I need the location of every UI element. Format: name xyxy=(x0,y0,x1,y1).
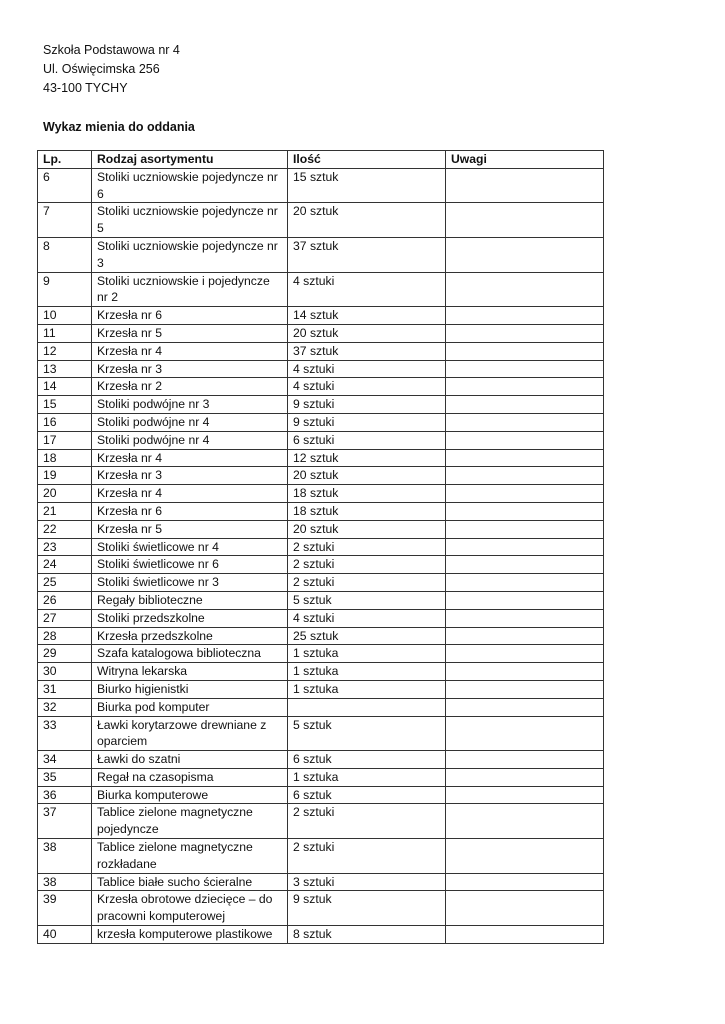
cell-quantity: 1 sztuka xyxy=(288,768,446,786)
cell-item-type: Krzesła przedszkolne xyxy=(92,627,288,645)
cell-quantity: 2 sztuki xyxy=(288,839,446,874)
table-row xyxy=(38,307,604,325)
cell-remarks xyxy=(446,378,604,396)
cell-item-type: Krzesła nr 3 xyxy=(92,467,288,485)
cell-quantity: 20 sztuk xyxy=(288,467,446,485)
cell-lp: 20 xyxy=(38,485,92,503)
cell-quantity: 15 sztuk xyxy=(288,168,446,203)
cell-item-type: Krzesła nr 3 xyxy=(92,360,288,378)
cell-remarks xyxy=(446,786,604,804)
cell-remarks xyxy=(446,449,604,467)
cell-item-type: Stoliki uczniowskie pojedyncze nr 3 xyxy=(92,237,288,272)
cell-lp: 32 xyxy=(38,698,92,716)
cell-remarks xyxy=(446,716,604,751)
cell-item-type: Ławki do szatni xyxy=(92,751,288,769)
cell-item-type: Stoliki podwójne nr 4 xyxy=(92,413,288,431)
cell-quantity: 9 sztuk xyxy=(288,891,446,926)
cell-quantity: 37 sztuk xyxy=(288,237,446,272)
cell-quantity: 1 sztuka xyxy=(288,645,446,663)
cell-lp: 25 xyxy=(38,574,92,592)
cell-remarks xyxy=(446,591,604,609)
table-row xyxy=(38,716,604,751)
cell-remarks xyxy=(446,520,604,538)
cell-item-type: Tablice zielone magnetyczne rozkładane xyxy=(92,839,288,874)
cell-lp: 30 xyxy=(38,663,92,681)
table-row xyxy=(38,342,604,360)
cell-lp: 16 xyxy=(38,413,92,431)
cell-quantity: 4 sztuki xyxy=(288,272,446,307)
table-row xyxy=(38,591,604,609)
cell-remarks xyxy=(446,431,604,449)
cell-remarks xyxy=(446,574,604,592)
school-name: Szkoła Podstawowa nr 4 xyxy=(43,43,180,57)
table-row xyxy=(38,574,604,592)
cell-quantity: 20 sztuk xyxy=(288,324,446,342)
cell-lp: 21 xyxy=(38,502,92,520)
cell-remarks xyxy=(446,467,604,485)
cell-lp: 9 xyxy=(38,272,92,307)
table-row xyxy=(38,768,604,786)
cell-quantity: 6 sztuk xyxy=(288,751,446,769)
cell-lp: 34 xyxy=(38,751,92,769)
cell-quantity: 4 sztuki xyxy=(288,378,446,396)
cell-remarks xyxy=(446,342,604,360)
school-address xyxy=(43,41,180,98)
cell-remarks xyxy=(446,751,604,769)
cell-quantity: 5 sztuk xyxy=(288,716,446,751)
cell-item-type: Krzesła nr 4 xyxy=(92,449,288,467)
cell-lp: 28 xyxy=(38,627,92,645)
cell-quantity: 12 sztuk xyxy=(288,449,446,467)
cell-quantity: 1 sztuka xyxy=(288,663,446,681)
cell-quantity: 25 sztuk xyxy=(288,627,446,645)
school-street: Ul. Oświęcimska 256 xyxy=(43,62,160,76)
school-city: 43-100 TYCHY xyxy=(43,81,128,95)
cell-lp: 38 xyxy=(38,873,92,891)
cell-lp: 12 xyxy=(38,342,92,360)
table-row xyxy=(38,378,604,396)
cell-item-type: Biurka komputerowe xyxy=(92,786,288,804)
cell-item-type: Stoliki świetlicowe nr 6 xyxy=(92,556,288,574)
cell-item-type: Krzesła nr 2 xyxy=(92,378,288,396)
cell-item-type: Szafa katalogowa biblioteczna xyxy=(92,645,288,663)
cell-remarks xyxy=(446,396,604,414)
cell-item-type: Biurka pod komputer xyxy=(92,698,288,716)
cell-remarks xyxy=(446,485,604,503)
table-row xyxy=(38,360,604,378)
cell-remarks xyxy=(446,609,604,627)
table-header-row xyxy=(38,151,604,169)
cell-item-type: Regał na czasopisma xyxy=(92,768,288,786)
cell-remarks xyxy=(446,538,604,556)
cell-item-type: Stoliki uczniowskie pojedyncze nr 5 xyxy=(92,203,288,238)
table-row xyxy=(38,449,604,467)
table-row xyxy=(38,485,604,503)
cell-lp: 18 xyxy=(38,449,92,467)
cell-quantity: 20 sztuk xyxy=(288,203,446,238)
cell-lp: 15 xyxy=(38,396,92,414)
header-lp: Lp. xyxy=(38,151,92,169)
cell-item-type: Tablice zielone magnetyczne pojedyncze xyxy=(92,804,288,839)
cell-remarks xyxy=(446,360,604,378)
table-row xyxy=(38,839,604,874)
cell-remarks xyxy=(446,873,604,891)
cell-quantity: 2 sztuki xyxy=(288,804,446,839)
cell-lp: 23 xyxy=(38,538,92,556)
cell-lp: 10 xyxy=(38,307,92,325)
table-row xyxy=(38,272,604,307)
cell-quantity: 2 sztuki xyxy=(288,538,446,556)
cell-lp: 19 xyxy=(38,467,92,485)
table-row xyxy=(38,168,604,203)
cell-quantity: 2 sztuki xyxy=(288,556,446,574)
cell-item-type: Krzesła nr 5 xyxy=(92,520,288,538)
cell-quantity: 14 sztuk xyxy=(288,307,446,325)
cell-remarks xyxy=(446,502,604,520)
cell-remarks xyxy=(446,839,604,874)
cell-lp: 35 xyxy=(38,768,92,786)
cell-item-type: Stoliki uczniowskie pojedyncze nr 6 xyxy=(92,168,288,203)
cell-quantity xyxy=(288,698,446,716)
inventory-table xyxy=(37,150,604,944)
cell-lp: 39 xyxy=(38,891,92,926)
cell-quantity: 9 sztuki xyxy=(288,413,446,431)
cell-remarks xyxy=(446,804,604,839)
cell-lp: 17 xyxy=(38,431,92,449)
cell-remarks xyxy=(446,324,604,342)
cell-lp: 33 xyxy=(38,716,92,751)
cell-lp: 26 xyxy=(38,591,92,609)
table-row xyxy=(38,627,604,645)
table-row xyxy=(38,609,604,627)
cell-lp: 7 xyxy=(38,203,92,238)
cell-remarks xyxy=(446,627,604,645)
cell-lp: 31 xyxy=(38,680,92,698)
cell-lp: 11 xyxy=(38,324,92,342)
cell-lp: 36 xyxy=(38,786,92,804)
cell-quantity: 8 sztuk xyxy=(288,926,446,944)
cell-item-type: Stoliki przedszkolne xyxy=(92,609,288,627)
cell-remarks xyxy=(446,307,604,325)
cell-item-type: Biurko higienistki xyxy=(92,680,288,698)
cell-lp: 38 xyxy=(38,839,92,874)
header-remarks: Uwagi xyxy=(446,151,604,169)
table-row xyxy=(38,751,604,769)
cell-item-type: Ławki korytarzowe drewniane z oparciem xyxy=(92,716,288,751)
cell-item-type: krzesła komputerowe plastikowe xyxy=(92,926,288,944)
cell-item-type: Krzesła nr 4 xyxy=(92,342,288,360)
cell-quantity: 9 sztuki xyxy=(288,396,446,414)
table-row xyxy=(38,698,604,716)
table-row xyxy=(38,926,604,944)
cell-remarks xyxy=(446,556,604,574)
cell-remarks xyxy=(446,203,604,238)
cell-quantity: 18 sztuk xyxy=(288,502,446,520)
cell-remarks xyxy=(446,413,604,431)
cell-lp: 14 xyxy=(38,378,92,396)
cell-quantity: 5 sztuk xyxy=(288,591,446,609)
table-row xyxy=(38,556,604,574)
cell-quantity: 1 sztuka xyxy=(288,680,446,698)
cell-remarks xyxy=(446,272,604,307)
document-title: Wykaz mienia do oddania xyxy=(43,120,195,134)
cell-quantity: 6 sztuki xyxy=(288,431,446,449)
cell-remarks xyxy=(446,237,604,272)
cell-lp: 37 xyxy=(38,804,92,839)
cell-item-type: Stoliki świetlicowe nr 3 xyxy=(92,574,288,592)
table-row xyxy=(38,804,604,839)
cell-quantity: 4 sztuki xyxy=(288,609,446,627)
cell-remarks xyxy=(446,698,604,716)
header-quantity: Ilość xyxy=(288,151,446,169)
cell-item-type: Stoliki świetlicowe nr 4 xyxy=(92,538,288,556)
cell-item-type: Tablice białe sucho ścieralne xyxy=(92,873,288,891)
cell-remarks xyxy=(446,663,604,681)
table-row xyxy=(38,873,604,891)
cell-remarks xyxy=(446,768,604,786)
cell-quantity: 3 sztuki xyxy=(288,873,446,891)
cell-quantity: 4 sztuki xyxy=(288,360,446,378)
cell-remarks xyxy=(446,168,604,203)
cell-remarks xyxy=(446,926,604,944)
table-row xyxy=(38,645,604,663)
cell-remarks xyxy=(446,680,604,698)
table-row xyxy=(38,680,604,698)
table-row xyxy=(38,324,604,342)
cell-remarks xyxy=(446,645,604,663)
cell-item-type: Stoliki podwójne nr 4 xyxy=(92,431,288,449)
cell-item-type: Krzesła nr 6 xyxy=(92,502,288,520)
cell-item-type: Krzesła nr 4 xyxy=(92,485,288,503)
cell-quantity: 18 sztuk xyxy=(288,485,446,503)
cell-item-type: Regały biblioteczne xyxy=(92,591,288,609)
table-row xyxy=(38,786,604,804)
cell-quantity: 20 sztuk xyxy=(288,520,446,538)
cell-lp: 24 xyxy=(38,556,92,574)
table-row xyxy=(38,396,604,414)
cell-quantity: 2 sztuki xyxy=(288,574,446,592)
cell-quantity: 37 sztuk xyxy=(288,342,446,360)
table-row xyxy=(38,467,604,485)
cell-item-type: Krzesła obrotowe dziecięce – do pracowni komputerowej xyxy=(92,891,288,926)
cell-lp: 22 xyxy=(38,520,92,538)
cell-quantity: 6 sztuk xyxy=(288,786,446,804)
cell-lp: 29 xyxy=(38,645,92,663)
table-row xyxy=(38,431,604,449)
cell-item-type: Krzesła nr 6 xyxy=(92,307,288,325)
cell-lp: 8 xyxy=(38,237,92,272)
table-row xyxy=(38,538,604,556)
header-item-type: Rodzaj asortymentu xyxy=(92,151,288,169)
table-body xyxy=(38,168,604,943)
cell-lp: 40 xyxy=(38,926,92,944)
table-row xyxy=(38,502,604,520)
cell-item-type: Krzesła nr 5 xyxy=(92,324,288,342)
table-row xyxy=(38,203,604,238)
cell-lp: 27 xyxy=(38,609,92,627)
cell-item-type: Witryna lekarska xyxy=(92,663,288,681)
cell-item-type: Stoliki uczniowskie i pojedyncze nr 2 xyxy=(92,272,288,307)
table-row xyxy=(38,891,604,926)
table-row xyxy=(38,520,604,538)
cell-lp: 6 xyxy=(38,168,92,203)
table-row xyxy=(38,237,604,272)
table-row xyxy=(38,663,604,681)
cell-item-type: Stoliki podwójne nr 3 xyxy=(92,396,288,414)
cell-remarks xyxy=(446,891,604,926)
table-row xyxy=(38,413,604,431)
cell-lp: 13 xyxy=(38,360,92,378)
